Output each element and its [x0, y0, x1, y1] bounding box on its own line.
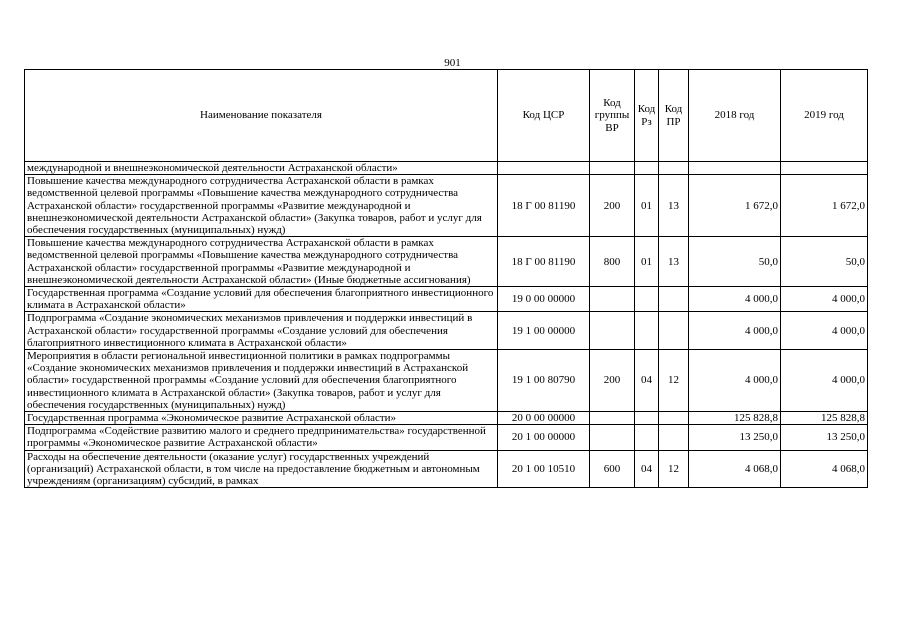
- row-pr: [659, 312, 689, 350]
- row-name: Мероприятия в области региональной инвестиционной политики в рамках подпрограммы «Создание экономических механизмов привлечения и поддержки инвестиций в Астраханской области» государственной программы «Создание условий для обеспечения благоприятного инвестиционного климата в Астраханской области» (Закупка товаров, работ и услуг для обеспечения государственных (муниципальных) нужд): [25, 350, 498, 412]
- row-pr: 13: [659, 237, 689, 287]
- row-name: Государственная программа «Создание условий для обеспечения благоприятного инвестиционного климата в Астраханской области»: [25, 287, 498, 312]
- table-row: [25, 175, 868, 237]
- row-csr: 20 0 00 00000: [498, 412, 590, 425]
- row-vr: [590, 425, 635, 450]
- row-csr: 19 1 00 80790: [498, 350, 590, 412]
- row-name: Повышение качества международного сотрудничества Астраханской области в рамках ведомственной целевой программы «Повышение качества международного сотрудничества Астраханской области» государственной программы «Развитие международной и внешнеэкономической деятельности Астраханской области» (Закупка товаров, работ и услуг для обеспечения государственных (муниципальных) нужд): [25, 175, 498, 237]
- row-vr: [590, 162, 635, 175]
- row-rz: [635, 312, 659, 350]
- table-row: [25, 237, 868, 287]
- row-pr: 12: [659, 350, 689, 412]
- row-2018: 13 250,0: [689, 425, 781, 450]
- header-2018: 2018 год: [689, 70, 781, 162]
- row-2018: 1 672,0: [689, 175, 781, 237]
- table-row: [25, 412, 868, 425]
- row-pr: [659, 287, 689, 312]
- row-2019: 13 250,0: [781, 425, 868, 450]
- row-csr: [498, 162, 590, 175]
- row-2018: 4 000,0: [689, 350, 781, 412]
- row-2018: 4 068,0: [689, 450, 781, 488]
- row-rz: 01: [635, 237, 659, 287]
- row-pr: [659, 425, 689, 450]
- row-name: Расходы на обеспечение деятельности (оказание услуг) государственных учреждений (организаций) Астраханской области, в том числе на предоставление бюджетным и автономным учреждениям (организациям) субсидий, в рамках: [25, 450, 498, 488]
- row-rz: [635, 412, 659, 425]
- row-2019: 1 672,0: [781, 175, 868, 237]
- row-vr: 800: [590, 237, 635, 287]
- row-vr: [590, 287, 635, 312]
- row-rz: 04: [635, 350, 659, 412]
- row-rz: [635, 425, 659, 450]
- row-pr: 13: [659, 175, 689, 237]
- row-vr: [590, 312, 635, 350]
- table-header-row: [25, 70, 868, 162]
- row-vr: 200: [590, 350, 635, 412]
- header-vr: Код группы ВР: [590, 70, 635, 162]
- row-2018: 50,0: [689, 237, 781, 287]
- header-rz: Код Рз: [635, 70, 659, 162]
- table-row: [25, 312, 868, 350]
- row-2019: 4 000,0: [781, 287, 868, 312]
- header-csr: Код ЦСР: [498, 70, 590, 162]
- table-row: [25, 287, 868, 312]
- row-name: международной и внешнеэкономической деятельности Астраханской области»: [25, 162, 498, 175]
- row-csr: 20 1 00 10510: [498, 450, 590, 488]
- row-2019: 4 000,0: [781, 312, 868, 350]
- row-2019: 4 068,0: [781, 450, 868, 488]
- table-row: [25, 425, 868, 450]
- header-name: Наименование показателя: [25, 70, 498, 162]
- row-2019: 125 828,8: [781, 412, 868, 425]
- table-row: [25, 350, 868, 412]
- row-name: Подпрограмма «Содействие развитию малого и среднего предпринимательства» государственной программы «Экономическое развитие Астраханской области»: [25, 425, 498, 450]
- page-number: 901: [444, 57, 461, 69]
- row-csr: 19 0 00 00000: [498, 287, 590, 312]
- row-name: Государственная программа «Экономическое развитие Астраханской области»: [25, 412, 498, 425]
- row-2018: 125 828,8: [689, 412, 781, 425]
- row-2019: 4 000,0: [781, 350, 868, 412]
- row-pr: 12: [659, 450, 689, 488]
- row-csr: 20 1 00 00000: [498, 425, 590, 450]
- row-pr: [659, 412, 689, 425]
- row-2018: 4 000,0: [689, 287, 781, 312]
- row-pr: [659, 162, 689, 175]
- row-2019: [781, 162, 868, 175]
- row-rz: 01: [635, 175, 659, 237]
- row-rz: 04: [635, 450, 659, 488]
- row-rz: [635, 162, 659, 175]
- budget-table: [24, 69, 868, 488]
- table-row: [25, 450, 868, 488]
- table-row: [25, 162, 868, 175]
- row-csr: 18 Г 00 81190: [498, 237, 590, 287]
- row-2018: 4 000,0: [689, 312, 781, 350]
- row-vr: 200: [590, 175, 635, 237]
- header-2019: 2019 год: [781, 70, 868, 162]
- row-name: Повышение качества международного сотрудничества Астраханской области в рамках ведомственной целевой программы «Повышение качества международного сотрудничества Астраханской области» государственной программы «Развитие международной и внешнеэкономической деятельности Астраханской области» (Иные бюджетные ассигнования): [25, 237, 498, 287]
- row-rz: [635, 287, 659, 312]
- row-vr: 600: [590, 450, 635, 488]
- header-pr: Код ПР: [659, 70, 689, 162]
- row-vr: [590, 412, 635, 425]
- row-2018: [689, 162, 781, 175]
- row-name: Подпрограмма «Создание экономических механизмов привлечения и поддержки инвестиций в Астраханской области» государственной программы «Создание условий для обеспечения благоприятного инвестиционного климата в Астраханской области»: [25, 312, 498, 350]
- row-2019: 50,0: [781, 237, 868, 287]
- row-csr: 18 Г 00 81190: [498, 175, 590, 237]
- row-csr: 19 1 00 00000: [498, 312, 590, 350]
